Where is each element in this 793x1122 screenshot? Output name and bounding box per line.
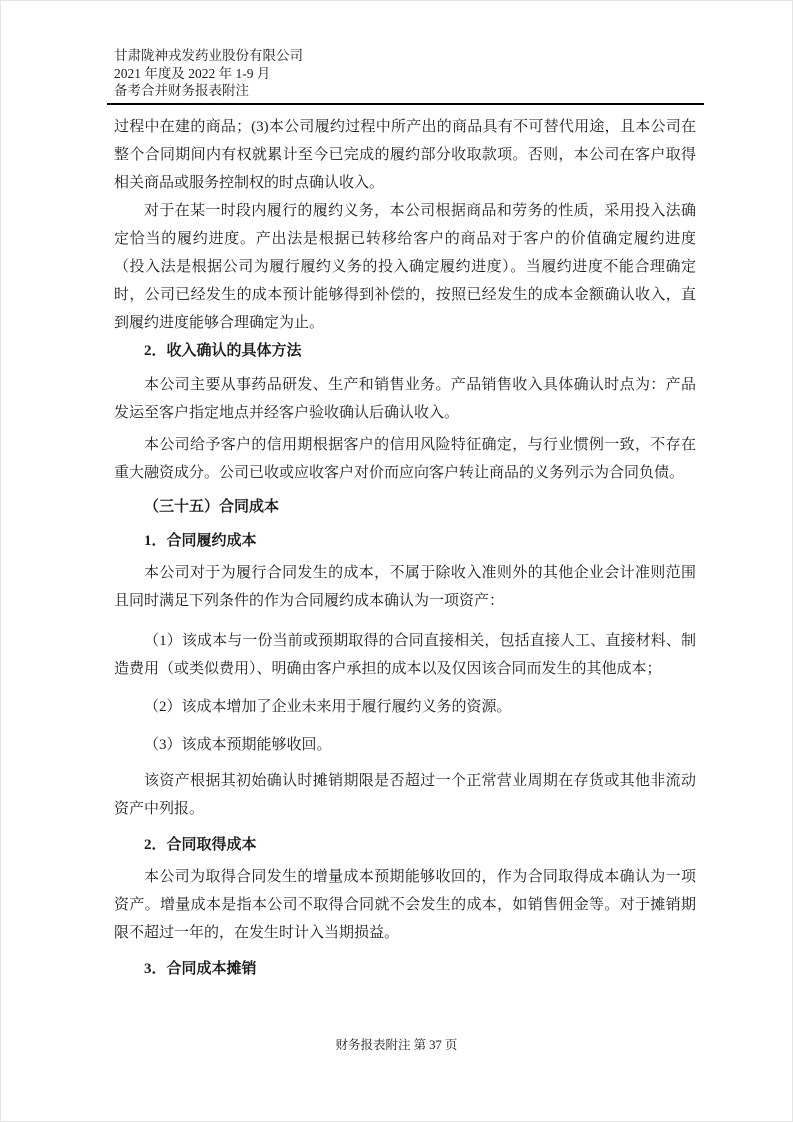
heading-contract-acquisition-cost: 2．合同取得成本 [144,836,257,853]
paragraph-incremental-cost: 本公司为取得合同发生的增量成本预期能够收回的，作为合同取得成本确认为一项资产。增量成本是指本公司不取得合同就不会发生的成本，如销售佣金等。对于摊销期限不超过一年的，在发生时计入当期损益。 [114,868,696,941]
heading-section-35-contract-cost: （三十五）合同成本 [144,498,280,515]
heading-revenue-recognition-method: 2．收入确认的具体方法 [144,342,302,359]
footer-page-number: 财务报表附注 第 37 页 [335,1038,458,1052]
paragraph-condition-1: （1）该成本与一份当前或预期取得的合同直接相关，包括直接人工、直接材料、制造费用（或类似费用）、明确由客户承担的成本以及仅因该合同而发生的其他成本； [114,632,696,677]
paragraph-condition-2: （2）该成本增加了企业未来用于履行履约义务的资源。 [144,698,512,715]
document-body [114,113,696,983]
header-report-period: 2021 年度及 2022 年 1-9 月 [114,65,271,81]
paragraph-asset-presentation: 该资产根据其初始确认时摊销期限是否超过一个正常营业周期在存货或其他非流动资产中列报。 [114,772,696,817]
page-footer [1,1035,792,1053]
paragraph-performance-cost-conditions: 本公司对于为履行合同发生的成本，不属于除收入准则外的其他企业会计准则范围且同时满足下列条件的作为合同履约成本确认为一项资产： [114,564,696,609]
paragraph-business-scope: 本公司主要从事药品研发、生产和销售业务。产品销售收入具体确认时点为：产品发运至客户指定地点并经客户验收确认后确认收入。 [114,376,696,421]
header-document-title: 备考合并财务报表附注 [114,83,249,98]
heading-contract-performance-cost: 1．合同履约成本 [144,532,257,549]
page-header [107,47,704,105]
paragraph-revenue-continuation: 过程中在建的商品；(3)本公司履约过程中所产出的商品具有不可替代用途，且本公司在整个合同期间内有权就累计至今已完成的履约部分收取款项。否则，本公司在客户取得相关商品或服务控制权的时点确认收入。 [114,118,696,191]
header-company-name: 甘肃陇神戎发药业股份有限公司 [114,48,303,63]
paragraph-credit-period: 本公司给予客户的信用期根据客户的信用风险特征确定，与行业惯例一致，不存在重大融资成分。公司已收或应收客户对价而应向客户转让商品的义务列示为合同负债。 [114,436,696,481]
heading-contract-cost-amortization: 3．合同成本摊销 [144,960,257,977]
paragraph-performance-progress: 对于在某一时段内履行的履约义务，本公司根据商品和劳务的性质，采用投入法确定恰当的履约进度。产出法是根据已转移给客户的商品对于客户的价值确定履约进度（投入法是根据公司为履行履约义务的投入确定履约进度）。当履约进度不能合理确定时，公司已经发生的成本预计能够得到补偿的，按照已经发生的成本金额确认收入，直到履约进度能够合理确定为止。 [114,202,696,331]
paragraph-condition-3: （3）该成本预期能够收回。 [144,736,332,753]
